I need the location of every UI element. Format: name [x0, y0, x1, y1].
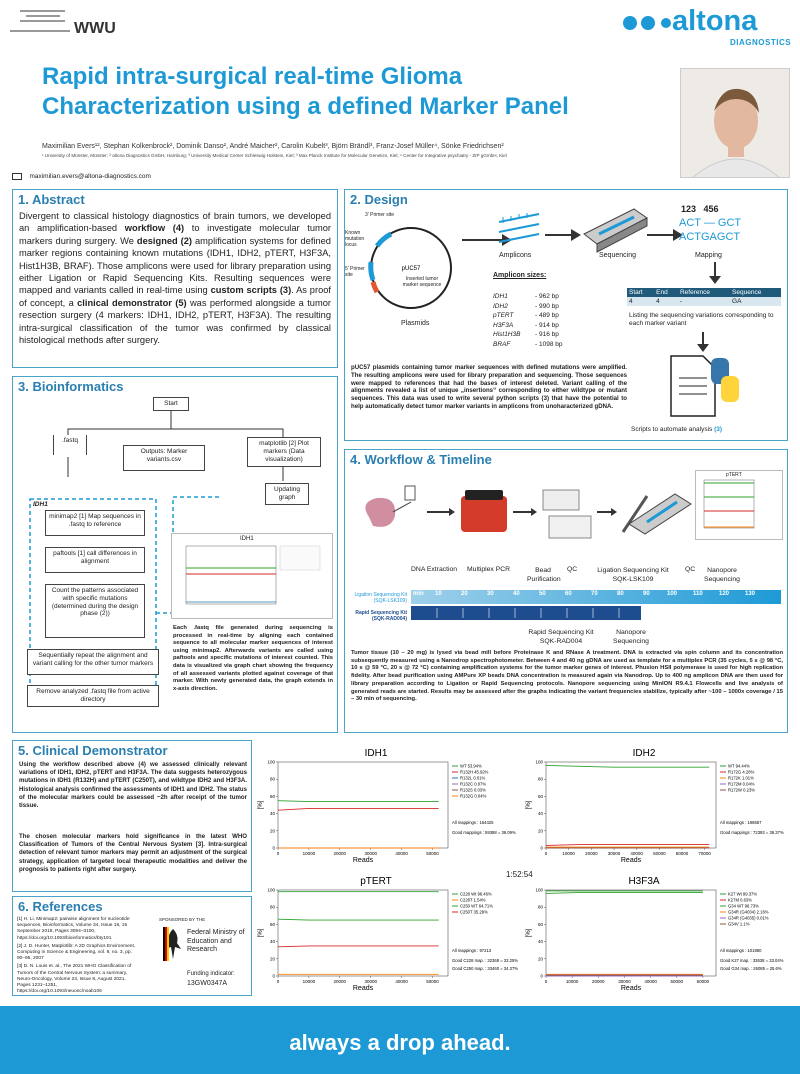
authors: Maximilian Evers¹², Stephan Kolkenbrock², Dominik Danso², André Maicher², Carolin Kubelt³, Björn Brändl³, Franz-Josef Müller⁴, Sönke Friedrichsen²: [42, 143, 504, 150]
workflow-mini-plot-svg: [696, 471, 782, 539]
step-bead-purification: Bead Purification: [527, 567, 561, 583]
tick-label: 50: [539, 591, 546, 597]
scripts-label-text: Scripts to automate analysis: [631, 426, 713, 433]
y-tick-label: 40: [269, 939, 275, 945]
outputs-node: Outputs: Marker variants.csv: [123, 445, 205, 471]
design-section: [344, 189, 788, 441]
abstract-workflow-ref: workflow (4): [124, 223, 185, 234]
chart-annotation: Good mappings : 59388 = 36.09%: [452, 830, 516, 835]
x-tick-label: 20000: [333, 851, 347, 856]
legend-entry: R132C 0.07%: [460, 781, 487, 787]
mapping-seq1: ACT — GCT: [679, 217, 742, 229]
x-axis-label: Reads: [352, 985, 374, 992]
references-list: [17, 917, 137, 995]
series-line: [546, 845, 709, 846]
inserted-label: Inserted tumor marker sequence: [402, 276, 442, 288]
step-qc-1: QC: [567, 566, 578, 573]
tick-label: 10: [435, 591, 442, 597]
table-cell: -: [679, 298, 683, 305]
x-tick-label: 60000: [675, 851, 689, 856]
table-header: Start: [629, 289, 643, 296]
abstract-designed-ref: designed (2): [136, 235, 193, 246]
tick-label: 60: [565, 591, 572, 597]
y-tick-label: 0: [540, 845, 543, 851]
altona-logo: [620, 4, 795, 49]
y-tick-label: 60: [537, 921, 543, 927]
design-title: 2. Design: [350, 192, 408, 207]
wwu-label: WWU: [74, 20, 116, 37]
x-tick-label: 70000: [698, 851, 711, 856]
footer-slogan: always a drop ahead.: [289, 1030, 511, 1055]
amplicons-icon: [495, 210, 545, 250]
person-icon: [681, 69, 790, 178]
down-arrow-icon: [705, 262, 725, 284]
tick-label: 40: [513, 591, 520, 597]
x-axis-label: Reads: [620, 985, 642, 992]
abstract-p2: to investigate molecular tumor markers during surgery. We: [19, 223, 332, 246]
legend-entry: G34 WT 96.73%: [728, 903, 759, 909]
altona-label: altona: [672, 5, 758, 37]
idh1-group-label: IDH1: [33, 501, 48, 508]
step-nanopore-2: Nanopore Sequencing: [613, 629, 649, 645]
ministry-text: Federal Ministry of Education and Research: [187, 929, 245, 953]
x-tick-label: 0: [544, 851, 548, 856]
count-node: Count the patterns associated with specific mutations (determined during the design phase (2)): [45, 584, 145, 638]
x-tick-label: 30000: [364, 851, 377, 856]
table-cell: 4: [629, 298, 633, 305]
x-tick-label: 30000: [364, 979, 377, 984]
amplicon-row: H3F3A - 914 bp: [493, 321, 559, 329]
updating-node: Updating graph: [265, 483, 309, 505]
clinical-p2: The chosen molecular markers hold significance in the latest WHO Classification of Tumors of the Central Nervous System [3]. Intra-surgical detection of relevant tumor markers may permit an adjustment of the surgical strategy, application of targeted local therapeutic modalities and deliver the prognosis to patients right after surgery.: [19, 833, 247, 873]
amplicon-row: IDH1 - 962 bp: [493, 293, 559, 300]
amplicon-row: IDH2 - 990 bp: [493, 302, 559, 310]
table-header: End: [656, 289, 668, 296]
plasmids-label: Plasmids: [401, 320, 430, 327]
y-tick-label: 100: [267, 759, 275, 765]
design-caption: pUC57 plasmids containing tumor marker sequences with defined mutations were amplified. The resulting amplicons were used for library preparation and sequencing. Those sequences were mapped to references that had the bases of interest deleted. Variant calling of the alignments revealed a list of unique „insertions“ corresponding to either wildtype or mutant sequences. This data was used to write several python scripts (3) that have the potential to help automatically detect tumor marker variants in amplicons from unoharacterized gDNA.: [351, 364, 627, 410]
primer5-label: 5' Primer site: [345, 266, 365, 278]
legend-entry: K27M 0.63%: [728, 897, 752, 903]
legend-entry: WT 53.94%: [460, 763, 482, 769]
table-header: Reference: [679, 289, 710, 296]
y-tick-label: 100: [267, 887, 275, 893]
x-tick-label: 50000: [426, 851, 439, 856]
abstract-p3: amplification systems for defined marker regions containing known mutations (IDH1, IDH2, pTERT, H3F3A, Hist1H3B, BRAF). Those amplicons were used for library preparation using either Ligation or Rapid Sequencing Kits. Resulting sequences were mapped and variants called in real-time using: [19, 235, 331, 296]
references-section: [12, 896, 252, 996]
legend-entry: C250 WT 64.71%: [460, 903, 493, 909]
amplicon-row: pTERT - 489 bp: [493, 312, 559, 319]
funding-label: Funding indicator:: [187, 971, 235, 977]
references-title: 6. References: [18, 899, 103, 914]
timeline-row2-label: Rapid Sequencing Kit (SQK-RAD004): [355, 610, 407, 622]
title-line1: Rapid intra-surgical real-time Glioma: [42, 63, 463, 90]
chart-annotation: All mappings : 198667: [720, 820, 762, 825]
title-line2: Characterization using a defined Marker Panel: [42, 93, 569, 120]
email-text[interactable]: maximilian.evers@altona-diagnostics.com: [29, 173, 151, 181]
tick-label: 130: [745, 591, 756, 597]
abstract-p1: Divergent to classical histology diagnostics of brain tumors, we developed an amplification-based: [19, 211, 331, 234]
workflow-mini-plot: [695, 470, 783, 540]
tick-label: 20: [461, 591, 468, 597]
timeline-row1-label: Ligation Sequencing Kit (SQK-LSK109): [354, 592, 407, 604]
legend-entry: R132H 45.92%: [460, 769, 489, 775]
abstract-demo-ref: clinical demonstrator (5): [77, 297, 187, 308]
reference-item: [1] H. Li, Minimap2: pairwise alignment for nucleotide sequences, Bioinformatics, Volume 34, Issue 18, 15 September 2018, Pages 3094–3100, https://doi.org/10.1093/bioinformatics/bty191: [17, 917, 130, 941]
y-tick-label: 60: [269, 793, 275, 799]
y-tick-label: 80: [269, 904, 275, 910]
python-script-icon: [663, 350, 753, 420]
workflow-mini-plot-title: pTERT: [726, 472, 742, 478]
amplicon-list: [493, 292, 573, 349]
x-tick-label: 0: [276, 851, 280, 856]
tick-label: 70: [591, 591, 598, 597]
chart-frame: [278, 890, 448, 976]
series-line: [278, 946, 439, 947]
step-nanopore-1: Nanopore Sequencing: [704, 567, 740, 583]
start-node: Start: [153, 397, 189, 411]
x-tick-label: 40000: [395, 979, 408, 984]
chart-title: H3F3A: [628, 876, 660, 887]
table-cell: GA: [732, 298, 742, 305]
paftools-node: paftools [1] call differences in alignment: [45, 547, 145, 573]
series-line: [278, 801, 439, 802]
legend-entry: R132L 0.01%: [460, 775, 486, 781]
series-line: [546, 765, 709, 767]
chart-annotation: All mappings : 101880: [720, 948, 762, 953]
bioinfo-mini-plot: [171, 533, 333, 619]
y-axis-label: [%]: [258, 800, 264, 810]
x-tick-label: 30000: [607, 851, 621, 856]
step-qc-2: QC: [685, 566, 696, 573]
chart-frame: [278, 762, 448, 848]
y-tick-label: 80: [537, 904, 543, 910]
altona-sub: DIAGNOSTICS: [730, 38, 792, 47]
arrow-icon-2: [543, 220, 583, 250]
chart-frame: [546, 762, 716, 848]
y-tick-label: 0: [540, 973, 543, 979]
chart-annotation: Good C228 map. : 32368 = 33.25%: [452, 958, 519, 963]
bioinfo-title: 3. Bioinformatics: [18, 379, 124, 394]
author-photo: [680, 68, 790, 178]
tick-label: 80: [617, 591, 624, 597]
x-axis-label: Reads: [352, 857, 374, 864]
legend-entry: K27 Wt 99.37%: [728, 891, 758, 897]
legend-entry: R172G 4.28%: [728, 769, 755, 775]
chart-annotation: Good G34 map. : 26085 = 25.6%: [720, 966, 782, 971]
tick-label: 110: [693, 591, 703, 597]
x-axis-label: Reads: [620, 857, 642, 864]
step-rapid-kit: Rapid Sequencing Kit SQK-RAD004: [528, 629, 594, 645]
clinical-section: [12, 740, 252, 892]
workflow-section: [344, 449, 788, 733]
x-tick-label: 10000: [302, 979, 316, 984]
amplicons-label: Amplicons: [499, 252, 532, 259]
y-axis-label: [%]: [526, 800, 532, 810]
chart-frame: [546, 890, 716, 976]
step-ligation-kit: Ligation Sequencing Kit SQK-LSK109: [597, 567, 669, 583]
abstract-scripts-ref: custom scripts (3): [210, 285, 292, 296]
amplicon-row: Hist1H3B - 916 bp: [493, 331, 559, 338]
chart-annotation: All mappings : 97213: [452, 948, 492, 953]
y-tick-label: 60: [269, 921, 275, 927]
email-row: [12, 168, 312, 181]
step-dna-extraction: DNA Extraction: [411, 566, 458, 573]
sequencing-label: Sequencing: [599, 252, 636, 259]
bioinfo-caption: Each .fastq file generated during sequencing is processed in real-time by aligning each contained sequence to all molecular marker sequences of interest using minimap2. Afterwards variants are called using paftools and specific mutations of interest counted. This data is visualized via graph chart showing the frequency of all assessed variants plotted against coverage of that marker. With newly generated data, the graph extends in x-axis direction.: [173, 625, 333, 692]
legend-entry: R172W 0.23%: [728, 787, 755, 793]
series-line: [278, 919, 439, 920]
y-tick-label: 60: [537, 793, 543, 799]
bioinformatics-section: [12, 376, 338, 733]
legend-entry: C250T 35.29%: [460, 909, 488, 915]
x-tick-label: 20000: [333, 979, 347, 984]
altona-drops-icon: [622, 10, 672, 36]
y-tick-label: 0: [272, 973, 275, 979]
workflow-caption: Tumor tissue (10 – 20 mg) is lysed via bead mill before Proteinase K and RNase A treatment. DNA is extracted via spin column and its concentration subsequently measured using a Nanodrop spectrophotometer. Between 4 and 40 ng gDNA are used as template for a multiplex PCR (35 cycles, 5 s @ 98 °C, 10 s @ 59 °C, 20 s @ 72 °C) containing amplification systems for the tumor marker genes of interest. Phusion HSII polymerase is used for high replication fidelity. After bead purification using AMPure XP beads DNA concentration is measured again via Nanodrop. Up to 400 ng amplicon DNA are then used for library preparation according to Ligation or Rapid Sequencing protocols. Nanopore sequencing using MinION R9.4.1 Flowcells and live analysis of generated reads are started. Results may be assessed after the graphs indicating the variant frequencies stabilize, typically after ~100 – 1000x coverage / 15 – 30 min of sequencing.: [351, 650, 783, 703]
y-tick-label: 20: [537, 828, 543, 834]
x-tick-label: 10000: [302, 851, 316, 856]
clinical-title: 5. Clinical Demonstrator: [18, 743, 168, 758]
wwu-logo: [10, 6, 160, 36]
x-tick-label: 60000: [696, 979, 710, 984]
known-label: Known mutation locus: [345, 230, 365, 248]
legend-entry: R132S 0.03%: [460, 787, 486, 793]
legend-entry: R132G 0.04%: [460, 793, 487, 799]
mapping-nums: 123 456: [681, 204, 719, 214]
chart-annotation: All mappings : 164425: [452, 820, 494, 825]
chart-annotation: Good C250 map. : 33460 = 34.37%: [452, 966, 519, 971]
legend-entry: G34V 1.1%: [728, 921, 750, 927]
footer-bar: [0, 1006, 800, 1074]
table-cell: 4: [656, 298, 660, 305]
abstract-section: [12, 189, 338, 368]
abstract-text: [13, 209, 337, 347]
legend-entry: G34R (G4034) 2.16%: [728, 909, 769, 915]
y-tick-label: 0: [272, 845, 275, 851]
wwu-lines-icon: [10, 6, 70, 36]
x-tick-label: 10000: [562, 851, 575, 856]
y-axis-label: [%]: [526, 928, 532, 938]
x-tick-label: 40000: [644, 979, 657, 984]
scripts-label: [631, 426, 722, 433]
remove-node: Remove analyzed .fastq file from active directory: [27, 685, 159, 707]
scripts-label-ref: (3): [714, 426, 723, 433]
x-tick-label: 20000: [585, 851, 598, 856]
timeline-ticks: [411, 591, 781, 603]
y-tick-label: 100: [535, 887, 543, 893]
abstract-p4: . As proof of concept, a: [19, 285, 332, 308]
y-tick-label: 40: [537, 811, 543, 817]
x-tick-label: 10000: [565, 979, 579, 984]
abstract-title: 1. Abstract: [18, 192, 85, 207]
mini-plot-svg: [172, 534, 332, 618]
table-caption: Listing the sequencing variations corresponding to each marker variant: [629, 312, 774, 327]
y-tick-label: 20: [269, 828, 275, 834]
sponsor-label: SPONSORED BY THE: [159, 917, 206, 922]
tick-label: min: [413, 591, 424, 597]
y-tick-label: 20: [537, 956, 543, 962]
minion-icon: [625, 484, 695, 544]
x-tick-label: 40000: [395, 851, 408, 856]
legend-entry: R172M 0.04%: [728, 781, 755, 787]
y-tick-label: 40: [269, 811, 275, 817]
table-header: Sequence: [732, 289, 762, 296]
tick-label: 30: [487, 591, 494, 597]
amplicon-sizes-title: Amplicon sizes:: [493, 272, 547, 279]
x-tick-label: 50000: [653, 851, 666, 856]
chart-title: IDH2: [632, 748, 656, 759]
series-line: [546, 893, 703, 894]
x-tick-label: 40000: [630, 851, 643, 856]
y-tick-label: 80: [537, 776, 543, 782]
y-tick-label: 20: [269, 956, 275, 962]
fastq-node: .fastq: [53, 435, 87, 455]
series-line: [278, 808, 439, 810]
y-axis-label: [%]: [258, 928, 264, 938]
timestamp: 1:52:54: [506, 870, 533, 879]
mapping-seq2: ACTGAGCT: [679, 231, 741, 243]
legend-entry: G34R (G4035) 0.01%: [728, 915, 769, 921]
x-tick-label: 50000: [670, 979, 684, 984]
tick-label: 100: [667, 591, 678, 597]
plasmid-center-label: pUC57: [401, 266, 421, 272]
workflow-title: 4. Workflow & Timeline: [350, 452, 492, 467]
chart-annotation: Good K27 map. : 33638 = 33.04%: [720, 958, 784, 963]
poster-title: [42, 62, 662, 122]
legend-entry: WT 94.44%: [728, 763, 750, 769]
mapping-label: Mapping: [695, 252, 722, 259]
affiliations: ¹ University of Münster, Münster; ² altona Diagnostics GmbH, Hamburg; ³ University Medical Center Schleswig Holstein, Kiel; ³ Max Planck Institute for Molecular Genetics, Kiel; ⁴ Center for Integrative psychiatry - ZIP gGmbH, Kiel: [42, 153, 507, 158]
legend-entry: C228T 1.54%: [460, 897, 486, 903]
sequencer-icon: [579, 204, 649, 254]
down-arrow-icon-2: [693, 332, 713, 352]
x-tick-label: 20000: [592, 979, 605, 984]
tick-label: 120: [719, 591, 730, 597]
step-multiplex-pcr: Multiplex PCR: [467, 566, 511, 573]
chart-title: pTERT: [360, 876, 392, 887]
funding-code: 13GW0347A: [187, 980, 228, 987]
clinical-p1: Using the workflow described above (4) we assessed clinically relevant variations of IDH1, IDH2, pTERT and H3F3A. The data suggests heterozygous mutations in IDH1 (R132H) and pTERT (C250T), and wildtype IDH2 and H3F3A. Histological analysis confirmed the assessments of IDH1 and IDH2. The status of the molecular markers could be assessed ~2h after receipt of the tumor tissue.: [19, 761, 247, 810]
eagle-icon: [163, 927, 183, 961]
chart-title: IDH1: [364, 748, 388, 759]
amplicon-row: BRAF - 1098 bp: [493, 340, 563, 348]
x-tick-label: 0: [276, 979, 280, 984]
chart-annotation: Good mappings : 72393 = 36.37%: [720, 830, 784, 835]
y-tick-label: 80: [269, 776, 275, 782]
reference-item: [2] J. D. Hunter, Matplotlib: A 2D Graphics Environment, Computing in Science & Engineering, vol. 9, no. 3, pp. 90–95, 2007: [17, 943, 136, 962]
mini-plot-title: IDH1: [240, 536, 254, 542]
primer3-label: 3' Primer site: [365, 212, 395, 218]
y-tick-label: 100: [535, 759, 543, 765]
repeat-node: Sequentially repeat the alignment and variant calling for the other tumor markers: [27, 649, 159, 675]
x-tick-label: 0: [544, 979, 548, 984]
legend-entry: R172K 1.01%: [728, 775, 754, 781]
x-tick-label: 30000: [618, 979, 631, 984]
mail-icon: [12, 173, 22, 180]
minimap-node: minimap2 [1] Map sequences in .fastq to reference: [45, 510, 145, 536]
timeline-tick-marks: [411, 606, 781, 622]
y-tick-label: 40: [537, 939, 543, 945]
reference-item: [3] D. N. Louis et. al., The 2021 WHO Classification of Tumors of the Central Nervous System: a summary, Neuro-Oncology, Volume 23, Issue 8, August 2021, Pages 1231–1251, https://doi.org/10.1093/neuonc/noab106: [17, 964, 132, 995]
x-tick-label: 50000: [426, 979, 439, 984]
matplotlib-node: matplotlib [2] Plot markers (Data visualization): [247, 437, 321, 467]
legend-entry: C228 Wt 98.46%: [460, 891, 492, 897]
abstract-p5: was performed alongside a tumor resection surgery (4 markers: IDH1, IDH2, pTERT, H3F3A). The resulting intra-surgical classification of the tumor was confirmed by classical histological methods after surgery.: [19, 297, 331, 346]
tick-label: 90: [643, 591, 650, 597]
variant-table: [627, 288, 781, 306]
